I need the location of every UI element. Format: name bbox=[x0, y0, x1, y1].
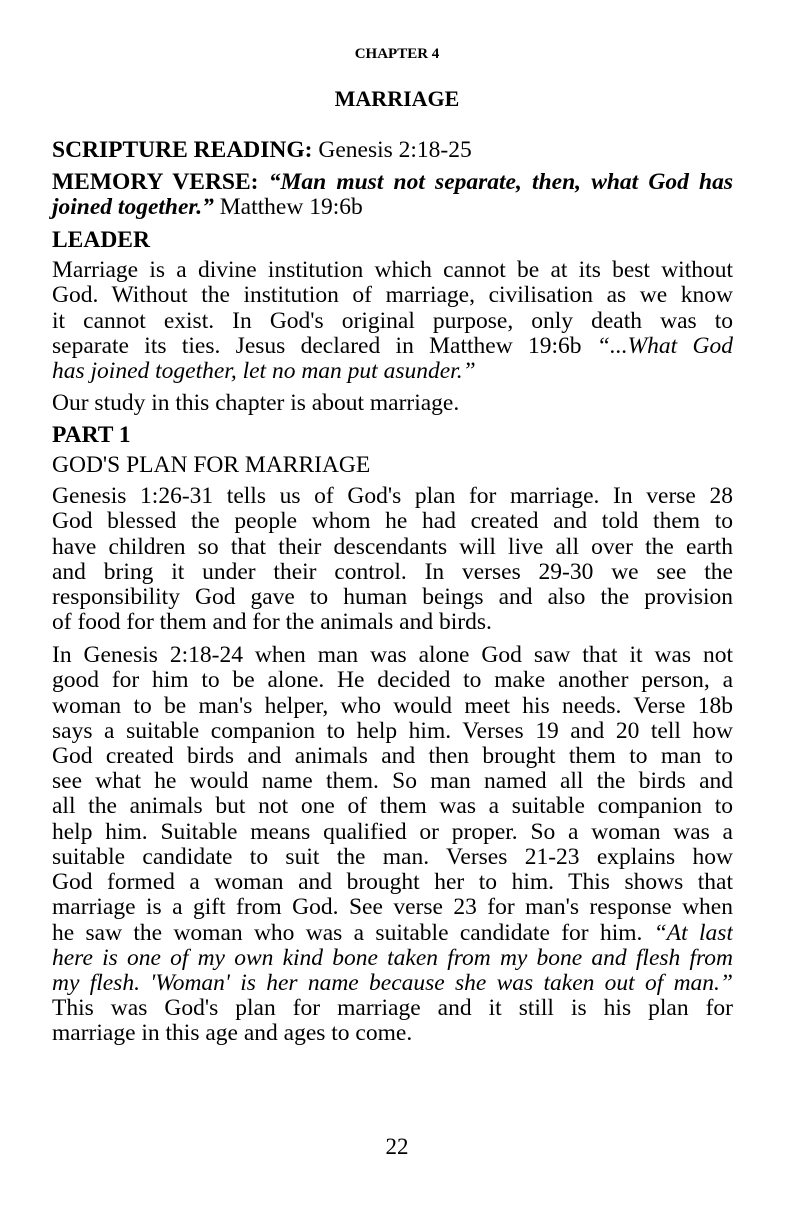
text-segment: suitable candidate to suit the man. Verses 21-23 explains how bbox=[52, 844, 733, 870]
text-line bbox=[52, 894, 733, 920]
text-segment: Matthew 19:6b bbox=[213, 194, 363, 220]
text-line bbox=[52, 693, 733, 719]
section-leader bbox=[52, 227, 733, 253]
text-segment: and bring it under their control. In verses 29-30 we see the bbox=[52, 559, 733, 585]
text-segment: woman to be man's helper, who would meet his needs. Verse 18b bbox=[52, 693, 733, 719]
text-segment: God formed a woman and brought her to him. This shows that bbox=[52, 869, 733, 895]
memory-verse bbox=[52, 169, 733, 195]
text-segment: good for him to be alone. He decided to make another person, a bbox=[52, 667, 733, 693]
text-segment: joined together.” bbox=[52, 194, 214, 220]
text-segment: GOD'S PLAN FOR MARRIAGE bbox=[52, 452, 371, 478]
section-part-1 bbox=[52, 422, 733, 448]
text-segment: responsibility God gave to human beings and also the provision bbox=[52, 584, 733, 610]
text-segment: God created birds and animals and then brought them to man to bbox=[52, 743, 733, 769]
text-line bbox=[52, 642, 733, 668]
text-segment: This was God's plan for marriage and it still is his plan for bbox=[52, 995, 733, 1021]
text-line bbox=[52, 534, 733, 560]
body-text bbox=[52, 390, 733, 416]
page-number: 22 bbox=[385, 1134, 409, 1159]
text-segment: Genesis 1:26-31 tells us of God's plan for marriage. In verse 28 bbox=[52, 483, 733, 509]
text-segment: have children so that their descendants will live all over the earth bbox=[52, 534, 733, 560]
text-line bbox=[52, 970, 733, 996]
text-line bbox=[52, 667, 733, 693]
text-line bbox=[52, 584, 733, 610]
text-line bbox=[52, 194, 733, 220]
text-segment: has joined together, let no man put asunder.” bbox=[52, 358, 476, 384]
text-line bbox=[52, 793, 733, 819]
text-segment: Genesis 2:18-25 bbox=[318, 137, 472, 163]
text-segment: my flesh. 'Woman' is her name because she was taken out of man.” bbox=[52, 970, 733, 996]
text-segment: separate its ties. Jesus declared in Matthew 19:6b bbox=[52, 333, 597, 359]
text-segment: it cannot exist. In God's original purpose, only death was to bbox=[52, 308, 733, 334]
text-line bbox=[52, 358, 733, 384]
text-line bbox=[52, 819, 733, 845]
chapter-title bbox=[0, 86, 794, 112]
text-line bbox=[52, 609, 733, 635]
text-segment: “At last bbox=[653, 920, 733, 946]
text-line bbox=[52, 768, 733, 794]
text-segment: CHAPTER 4 bbox=[354, 46, 440, 62]
text-segment: of food for them and for the animals and birds. bbox=[52, 609, 492, 635]
text-line bbox=[52, 869, 733, 895]
text-segment: SCRIPTURE READING: bbox=[52, 137, 319, 163]
text-segment: LEADER bbox=[52, 227, 150, 253]
text-segment: Marriage is a divine institution which cannot be at its best without bbox=[52, 257, 733, 283]
text-line bbox=[52, 844, 733, 870]
text-segment: here is one of my own kind bone taken from my bone and flesh from bbox=[52, 945, 733, 971]
scripture-reading bbox=[52, 137, 733, 163]
text-segment: Our study in this chapter is about marriage. bbox=[52, 390, 460, 416]
text-segment: In Genesis 2:18-24 when man was alone God saw that it was not bbox=[52, 642, 733, 668]
text-line bbox=[52, 995, 733, 1021]
text-line bbox=[52, 483, 733, 509]
text-segment: he saw the woman who was a suitable candidate for him. bbox=[52, 920, 654, 946]
text-segment: see what he would name them. So man named all the birds and bbox=[52, 768, 733, 794]
text-segment: marriage is a gift from God. See verse 23 for man's response when bbox=[52, 894, 733, 920]
text-line bbox=[52, 1020, 733, 1046]
text-line bbox=[52, 257, 733, 283]
text-segment: marriage in this age and ages to come. bbox=[52, 1020, 413, 1046]
section-subtitle bbox=[52, 452, 733, 478]
text-segment: says a suitable companion to help him. Verses 19 and 20 tell how bbox=[52, 718, 733, 744]
text-segment: MARRIAGE bbox=[334, 86, 460, 111]
text-segment: God. Without the institution of marriage, civilisation as we know bbox=[52, 282, 733, 308]
text-line bbox=[52, 333, 733, 359]
text-line bbox=[52, 743, 733, 769]
text-line bbox=[52, 920, 733, 946]
text-line bbox=[52, 559, 733, 585]
text-line bbox=[52, 282, 733, 308]
text-segment: “Man must not separate, then, what God has bbox=[268, 169, 733, 195]
text-line bbox=[52, 508, 733, 534]
text-segment: all the animals but not one of them was a suitable companion to bbox=[52, 793, 733, 819]
text-segment: MEMORY VERSE: bbox=[52, 169, 269, 195]
chapter-label bbox=[0, 38, 794, 67]
text-segment: “...What God bbox=[596, 333, 733, 359]
text-segment: help him. Suitable means qualified or proper. So a woman was a bbox=[52, 819, 733, 845]
text-segment: God blessed the people whom he had created and told them to bbox=[52, 508, 733, 534]
text-segment: PART 1 bbox=[52, 422, 131, 448]
text-line bbox=[52, 308, 733, 334]
text-line bbox=[52, 945, 733, 971]
text-line bbox=[52, 718, 733, 744]
